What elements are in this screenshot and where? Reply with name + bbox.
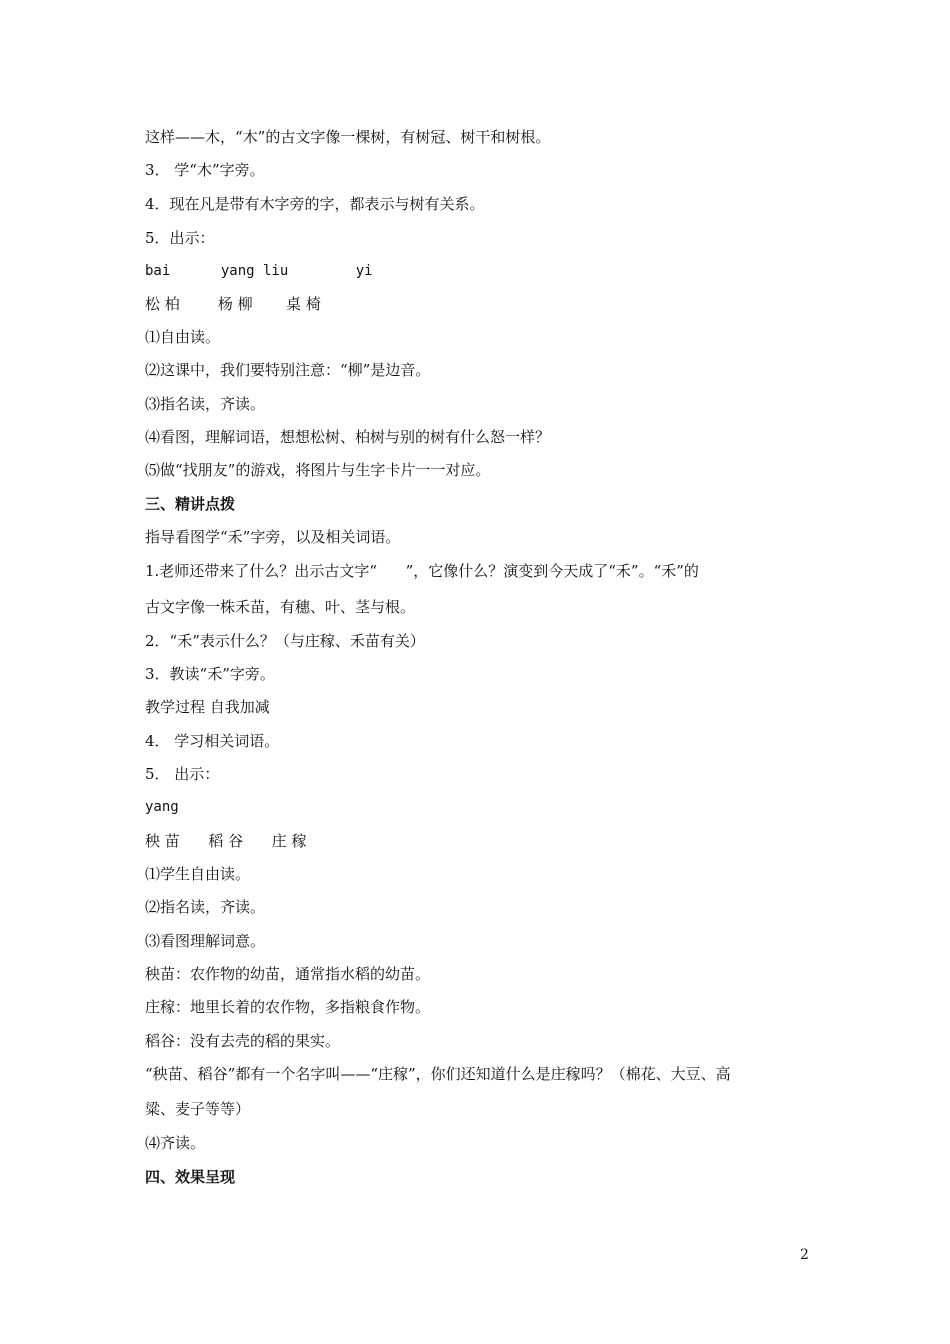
text-line: ⑶指名读，齐读。 [145, 395, 266, 413]
text-line: ⑶看图理解词意。 [145, 932, 266, 950]
text-line: ⑷看图，理解词语，想想松树、柏树与别的树有什么怒一样？ [145, 428, 551, 446]
text-line: 4．现在凡是带有木字旁的字，都表示与树有关系。 [145, 195, 485, 213]
text-line: ⑸做“找朋友”的游戏，将图片与生字卡片一一对应。 [145, 461, 491, 479]
text-line: 庄稼：地里长着的农作物，多指粮食作物。 [145, 998, 431, 1016]
pinyin-line: yang [145, 799, 179, 815]
text-line: “秧苗、稻谷”都有一个名字叫——“庄稼”，你们还知道什么是庄稼吗？（棉花、大豆、高 [145, 1065, 731, 1083]
text-line: ⑵这课中，我们要特别注意：“柳”是边音。 [145, 361, 431, 379]
text-line: ⑵指名读，齐读。 [145, 898, 266, 916]
text-line: 秧苗：农作物的幼苗，通常指水稻的幼苗。 [145, 965, 431, 983]
text-line: 指导看图学“禾”字旁，以及相关词语。 [145, 528, 401, 546]
text-line: 5．出示： [145, 229, 215, 247]
text-line: ⑴自由读。 [145, 328, 221, 346]
word-line: 秧 苗 稻 谷 庄 稼 [145, 832, 307, 850]
text-line: 稻谷：没有去壳的稻的果实。 [145, 1032, 341, 1050]
word-line: 松 柏 杨 柳 桌 椅 [145, 295, 321, 313]
section-heading: 三、精讲点拨 [145, 495, 236, 513]
text-line: 粱、麦子等等） [145, 1100, 251, 1118]
text-line: ⑷齐读。 [145, 1134, 206, 1152]
section-heading: 四、效果呈现 [145, 1168, 236, 1186]
text-line: 3． 学“木”字旁。 [145, 161, 265, 179]
text-line: 5． 出示： [145, 765, 220, 783]
text-line: 1.老师还带来了什么？出示古文字“ ”，它像什么？演变到今天成了“禾”。“禾”的 [145, 562, 699, 580]
text-line: 教学过程 自我加减 [145, 698, 270, 716]
text-line: 3．教读“禾”字旁。 [145, 665, 275, 683]
page-number: 2 [800, 1247, 809, 1263]
pinyin-line: bai yang liu yi [145, 263, 373, 279]
text-line: 古文字像一株禾苗，有穗、叶、茎与根。 [145, 598, 416, 616]
text-line: ⑴学生自由读。 [145, 865, 251, 883]
text-line: 4． 学习相关词语。 [145, 732, 280, 750]
text-line: 2．“禾”表示什么？（与庄稼、禾苗有关） [145, 632, 425, 650]
text-line: 这样——木，“木”的古文字像一棵树，有树冠、树干和树根。 [145, 128, 551, 146]
